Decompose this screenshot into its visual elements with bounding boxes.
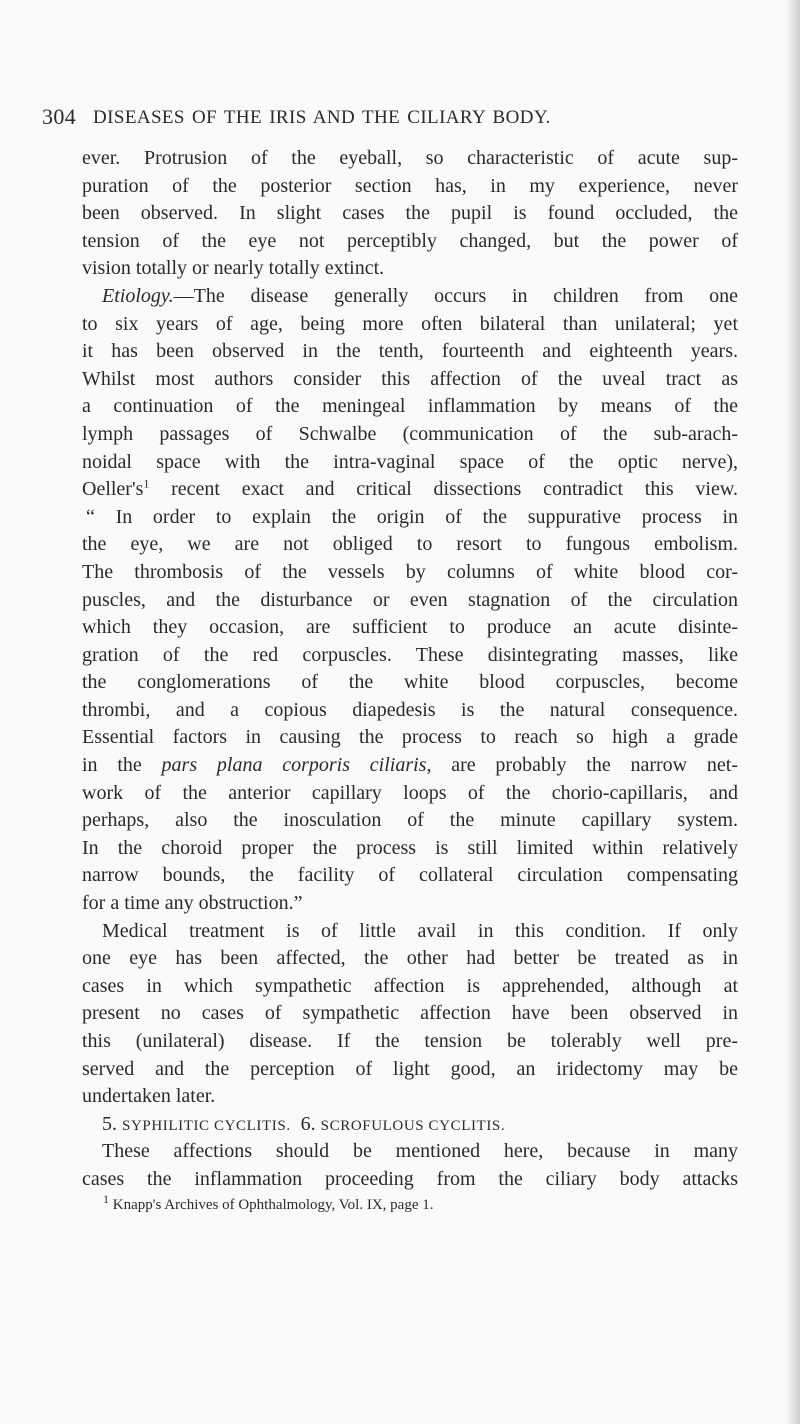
treatment-line: undertaken later. xyxy=(82,1085,216,1108)
heading-number: 5. xyxy=(102,1112,117,1135)
page-number: 304 xyxy=(42,104,77,129)
quote-line: work of the anterior capillary loops of the chorio-capillaris, and xyxy=(82,781,738,804)
footnote xyxy=(82,1191,738,1216)
section-headings xyxy=(82,1111,738,1139)
footnote-text: Knapp's Archives of Ophthalmology, Vol. IX, page 1. xyxy=(109,1196,434,1213)
body-line: to six years of age, being more often bilateral than unilateral; yet xyxy=(82,312,738,335)
etiology-label: Etiology. xyxy=(102,284,174,307)
heading-number: 6. xyxy=(300,1112,316,1135)
quote-line: perhaps, also the inosculation of the minute capillary system. xyxy=(82,809,738,832)
oeller-line: $Oeller's^1$ recent exact and critical dissections contradict this view. xyxy=(82,476,738,501)
quote-line: narrow bounds, the facility of collateral circulation compensating xyxy=(82,864,738,887)
running-title: DISEASES OF THE IRIS AND THE CILIARY BODY. xyxy=(93,107,551,128)
body-line: it has been observed in the tenth, fourteenth and eighteenth years. xyxy=(82,340,738,363)
body-line: puration of the posterior section has, in my experience, never xyxy=(82,174,738,197)
quote-line: The thrombosis of the vessels by columns of white blood cor- xyxy=(82,560,738,583)
body-line: lymph passages of Schwalbe (communication of the sub-arach- xyxy=(82,422,738,445)
running-header xyxy=(42,104,742,134)
treatment-line: cases in which sympathetic affection is apprehended, although at xyxy=(82,974,738,997)
quote-line: In the choroid proper the process is still limited within relatively xyxy=(82,836,738,859)
pars-plana-line: in the pars plana corporis ciliaris, are probably the narrow net- xyxy=(82,754,738,777)
quote-line: puscles, and the disturbance or even stagnation of the circulation xyxy=(82,588,738,611)
heading-scrofulous-cyclitis: SCROFULOUS CYCLITIS. xyxy=(320,1117,506,1134)
treatment-line: present no cases of sympathetic affection have been observed in xyxy=(82,1002,738,1025)
affections-line: These affections should be mentioned here, because in many xyxy=(102,1140,738,1163)
treatment-line: Medical treatment is of little avail in this condition. If only xyxy=(102,919,738,942)
body-line: been observed. In slight cases the pupil is found occluded, the xyxy=(82,202,738,225)
body-line: noidal space with the intra-vaginal space of the optic nerve), xyxy=(82,450,738,473)
quote-line: the eye, we are not obliged to resort to fungous embolism. xyxy=(82,533,738,556)
treatment-line: one eye has been affected, the other had better be treated as in xyxy=(82,947,738,970)
body-line: Whilst most authors consider this affection of the uveal tract as xyxy=(82,367,738,390)
body-line: ever. Protrusion of the eyeball, so characteristic of acute sup- xyxy=(82,147,738,169)
quote-line: gration of the red corpuscles. These disintegrating masses, like xyxy=(82,643,738,666)
quote-line: for a time any obstruction.” xyxy=(82,892,303,915)
quote-line: Essential factors in causing the process to reach so high a grade xyxy=(82,726,738,749)
quote-line: which they occasion, are sufficient to produce an acute disinte- xyxy=(82,616,738,639)
etiology-first-line: Etiology.—The disease generally occurs in children from one xyxy=(102,284,738,307)
heading-syphilitic-cyclitis: SYPHILITIC CYCLITIS. xyxy=(122,1117,291,1134)
quote-line: thrombi, and a copious diapedesis is the natural consequence. xyxy=(82,698,738,721)
footnote-reference: 1 xyxy=(143,476,150,491)
quote-line: the conglomerations of the white blood corpuscles, become xyxy=(82,671,738,694)
quote-line: “ In order to explain the origin of the suppurative process in xyxy=(86,505,738,528)
body-line: a continuation of the meningeal inflammation by means of the xyxy=(82,395,738,418)
treatment-line: served and the perception of light good, an iridectomy may be xyxy=(82,1057,738,1080)
footnote-marker: 1 xyxy=(103,1191,109,1206)
body-line: vision totally or nearly totally extinct. xyxy=(82,257,385,280)
treatment-line: this (unilateral) disease. If the tension be tolerably well pre- xyxy=(82,1030,738,1052)
latin-term: pars plana corporis ciliaris, xyxy=(161,754,432,777)
body-line: tension of the eye not perceptibly changed, but the power of xyxy=(82,229,738,252)
affections-line: cases the inflammation proceeding from the ciliary body attacks xyxy=(82,1167,738,1190)
page-edge-shadow xyxy=(786,0,800,1424)
page-body xyxy=(82,145,738,1216)
